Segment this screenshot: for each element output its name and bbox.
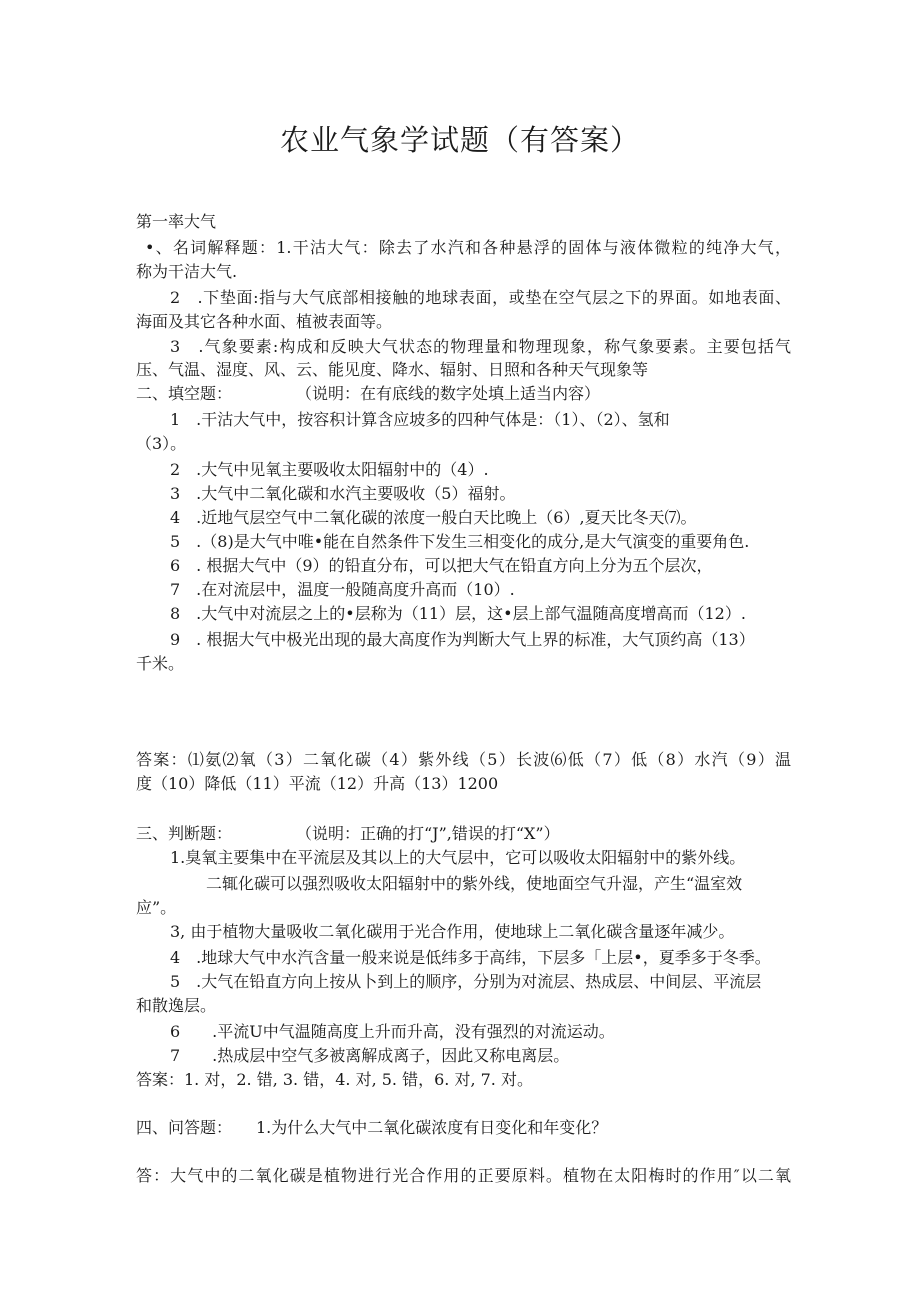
text-line-s3-head: 三、判断题： （说明：正确的打“J”,错误的打“X”）	[136, 824, 560, 843]
text-line-s1-q1a: •、名词解释题：1.干沽大气：除去了水汽和各种悬浮的固体与液体微粒的纯净大气，	[145, 238, 791, 257]
text-line-s2-q5: 5 .（8)是大气中唯•能在自然条件下发生三相变化的成分,是大气演变的重要角色.	[170, 532, 750, 551]
text-line-s1-q3b: 压、气温、湿度、风、云、能见度、降水、辐射、日照和各种天气现象等	[136, 360, 649, 379]
text-line-s2-head: 二、填空题： （说明：在有底线的数字处填上适当内容）	[136, 384, 601, 403]
text-line-s2-q2: 2 .大气中见氧主要吸收太阳辐射中的（4）.	[170, 460, 489, 479]
text-line-s2-q4: 4 .近地气层空气中二氧化碳的浓度一般白天比晚上（6）,夏天比冬天⑺。	[170, 508, 697, 527]
text-line-s1-q1b: 称为干洁大气.	[136, 262, 238, 281]
text-line-s1-q2a: 2 .下垫面:指与大气底部相接触的地球表面，或垫在空气层之下的界面。如地表面、	[170, 288, 791, 307]
text-line-s3-q6: 6 .平流U中气温随高度上升而升高，没有强烈的对流运动。	[170, 1022, 615, 1041]
text-line-ans1a: 答案：⑴氨⑵氧（3）二氧化碳（4）紫外线（5）长波⑹低（7）低（8）水汽（9）温	[136, 750, 791, 769]
text-line-s3-q3: 3, 由于植物大量吸收二氧化碳用于光合作用，使地球上二氧化碳含量逐年减少。	[170, 922, 735, 941]
text-line-s3-q5b: 和散逸层。	[136, 996, 217, 1015]
text-line-s1-q2b: 海面及其它各种水面、植被表面等。	[136, 312, 393, 331]
text-line-ans1b: 度（10）降低（11）平流（12）升高（13）1200	[136, 774, 499, 793]
text-line-s3-q4: 4 .地球大气中水汽含量一般来说是低纬多于高纬，下层多「上层•，夏季多于冬季。	[170, 948, 771, 967]
text-line-s1-q3a: 3 .气象要素:构成和反映大气状态的物理量和物理现象，称气象要素。主要包括气	[170, 337, 791, 356]
text-line-s2-q9a: 9 . 根据大气中极光出现的最大高度作为判断大气上界的标准，大气顶约高（13）	[170, 630, 755, 649]
text-line-s4-head: 四、问答题： 1.为什么大气中二氧化碳浓度有日变化和年变化？	[136, 1118, 608, 1137]
text-line-s2-q9b: 千米。	[136, 654, 185, 673]
text-line-s2-q6: 6 . 根据大气中（9）的铅直分布，可以把大气在铅直方向上分为五个层次，	[170, 556, 713, 575]
text-line-s3-q1: 1.臭氧主要集中在平流层及其以上的大气层中，它可以吸收太阳辐射中的紫外线。	[170, 848, 746, 867]
page-title: 农业气象学试题（有答案）	[279, 123, 640, 157]
text-line-ch1: 第一率大气	[136, 212, 217, 231]
text-line-s2-q7: 7 .在对流层中，温度一般随高度升高而（10）.	[170, 580, 515, 599]
text-line-s3-q5a: 5 .大气在铅直方向上按从卜到上的顺序，分别为对流层、热成层、中间层、平流层	[170, 972, 762, 991]
text-line-s2-q3: 3 .大气中二氧化碳和水汽主要吸收（5）福射。	[170, 484, 516, 503]
text-line-s2-q1b: （3）。	[136, 434, 187, 453]
text-line-s3-q2a: 二辄化碳可以强烈吸收太阳辐射中的紫外线，使地面空气升湿，产生“温室效	[206, 874, 743, 893]
text-line-ans3: 答：大气中的二氧化碳是植物进行光合作用的正要原料。植物在太阳梅时的作用″以二氧	[136, 1166, 791, 1185]
text-line-ans2: 答案：1. 对，2. 错, 3. 错，4. 对, 5. 错，6. 对, 7. 对。	[136, 1070, 533, 1089]
text-line-s2-q8: 8 .大气中对流层之上的•层称为（11）层，这•层上部气温随高度增高而（12）.	[170, 604, 746, 623]
text-line-s3-q7: 7 .热成层中空气多被离解成离子，因此又称电离层。	[170, 1046, 570, 1065]
text-line-s2-q1a: 1 .干沽大气中，按容积计算含应坡多的四种气体是：（1）、（2）、氢和	[170, 410, 670, 429]
text-line-s3-q2b: 应”。	[136, 898, 177, 917]
